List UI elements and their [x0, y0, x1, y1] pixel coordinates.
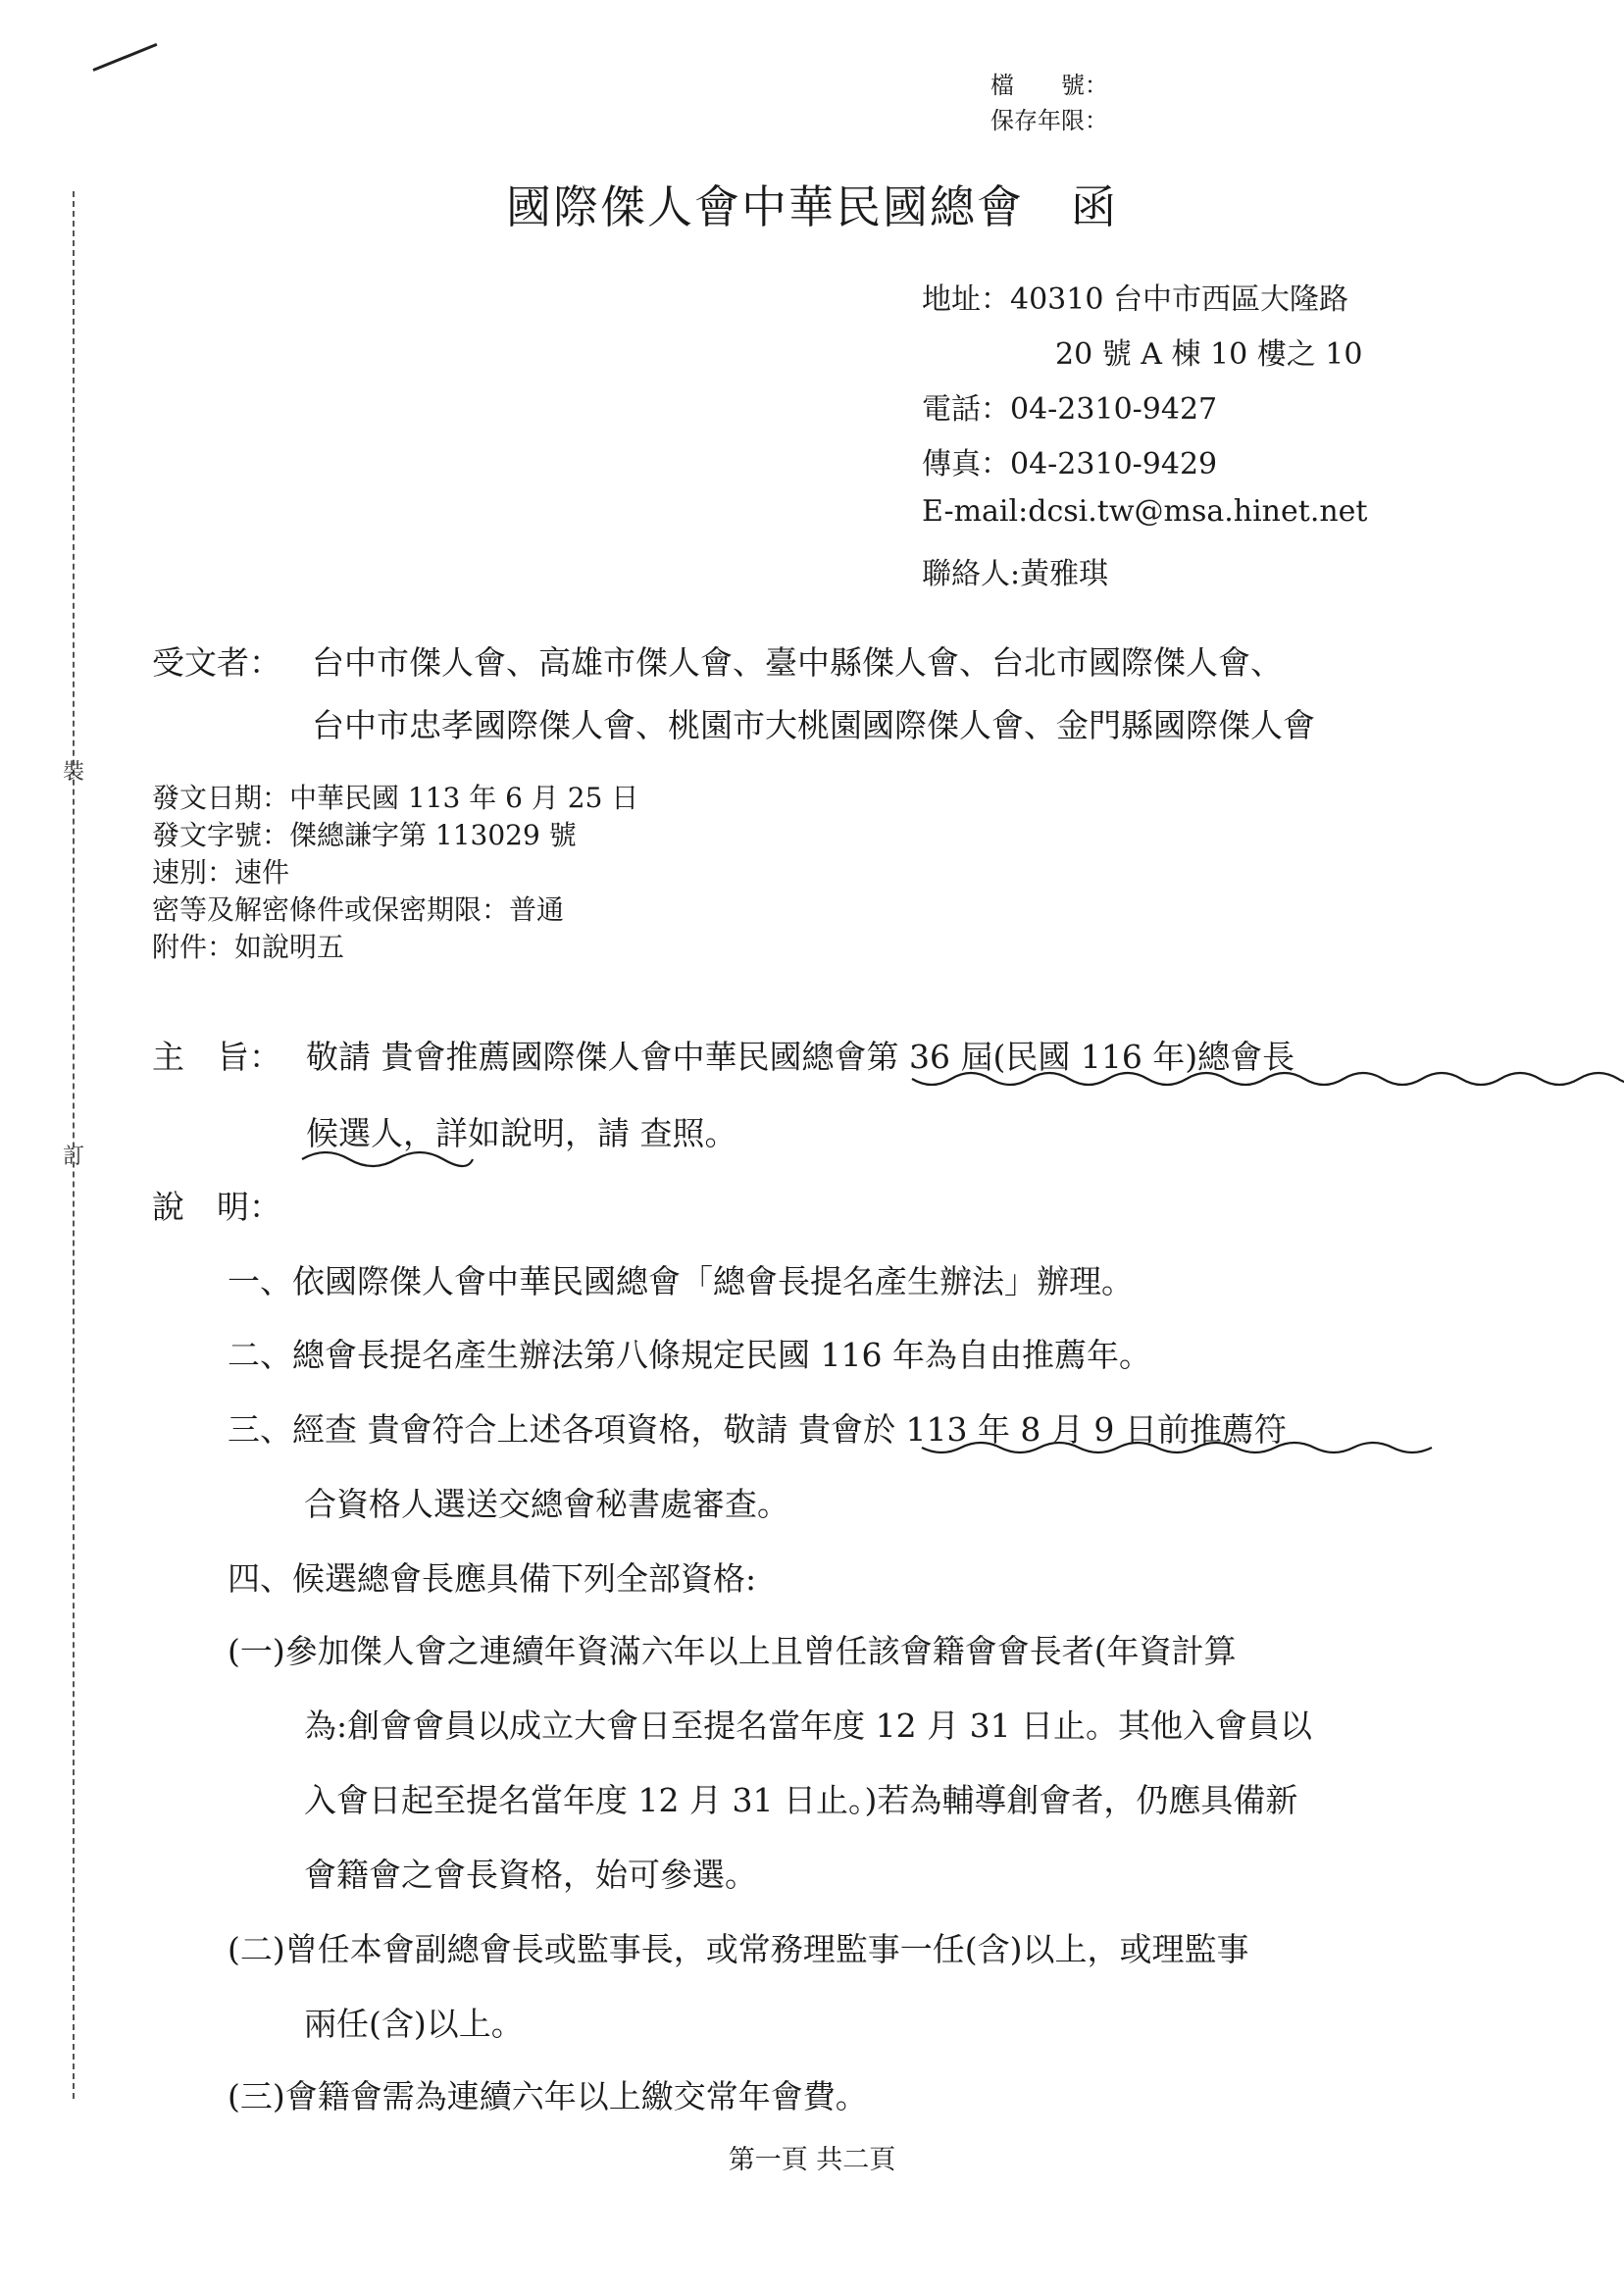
address-line-2: 20 號 A 棟 10 樓之 10	[1055, 337, 1363, 372]
explanation-item-2: 二、總會長提名產生辦法第八條規定民國 116 年為自由推薦年。	[228, 1336, 1151, 1374]
explanation-item-1: 一、依國際傑人會中華民國總會「總會長提名產生辦法」辦理。	[228, 1262, 1134, 1300]
binding-mark-zhuang: 裝	[63, 760, 85, 785]
retention-period-label: 保存年限：	[990, 107, 1108, 134]
address-label: 地址：	[922, 282, 1010, 317]
explanation-item-3-line-2: 合資格人選送交總會秘書處審查。	[304, 1485, 789, 1523]
phone-line	[922, 384, 1217, 428]
binding-mark-ding: 訂	[63, 1145, 85, 1169]
email-line	[922, 494, 1367, 529]
fax-label: 傳真：	[922, 447, 1010, 482]
qualification-1-line-1: (一)參加傑人會之連續年資滿六年以上且曾任該會籍會會長者(年資計算	[228, 1632, 1237, 1670]
attachment-note: 附件：如說明五	[152, 931, 345, 963]
page-number: 第一頁 共二頁	[728, 2145, 896, 2175]
subject-label: 主 旨：	[152, 1038, 281, 1076]
email-label: E-mail:	[922, 494, 1029, 529]
fax-line	[922, 439, 1217, 483]
phone-label: 電話：	[922, 392, 1010, 427]
speed-class: 速別：速件	[152, 856, 290, 889]
recipients-line-1: 台中市傑人會、高雄市傑人會、臺中縣傑人會、台北市國際傑人會、	[312, 643, 1283, 682]
recipients-label: 受文者：	[152, 643, 281, 682]
recipients-line-2: 台中市忠孝國際傑人會、桃園市大桃園國際傑人會、金門縣國際傑人會	[312, 706, 1315, 744]
qualification-1-line-4: 會籍會之會長資格，始可參選。	[304, 1856, 757, 1894]
explanation-item-3-line-1: 三、經查 貴會符合上述各項資格，敬請 貴會於 113 年 8 月 9 日前推薦符	[228, 1410, 1287, 1449]
address-value: 40310 台中市西區大隆路	[1010, 282, 1348, 317]
qualification-2-line-1: (二)曾任本會副總會長或監事長，或常務理監事一任(含)以上，或理監事	[228, 1930, 1249, 1968]
email-value: dcsi.tw@msa.hinet.net	[1028, 494, 1368, 529]
qualification-2-line-2: 兩任(含)以上。	[304, 2005, 524, 2043]
phone-value: 04-2310-9427	[1010, 392, 1218, 427]
subject-line-2: 候選人，詳如說明，請 查照。	[306, 1114, 737, 1152]
file-number-label: 檔 號：	[990, 72, 1108, 99]
qualification-3: (三)會籍會需為連續六年以上繳交常年會費。	[228, 2077, 868, 2115]
document-number: 發文字號：傑總謙字第 113029 號	[152, 819, 577, 851]
address-line-1	[922, 275, 1348, 318]
page-title: 國際傑人會中華民國總會 函	[506, 180, 1118, 233]
explanation-item-4: 四、候選總會長應具備下列全部資格:	[228, 1559, 757, 1598]
issue-date: 發文日期：中華民國 113 年 6 月 25 日	[152, 782, 639, 814]
contact-person-value: 黃雅琪	[1020, 557, 1109, 591]
secrecy-level: 密等及解密條件或保密期限：普通	[152, 893, 565, 926]
contact-person-label: 聯絡人:	[922, 557, 1021, 591]
pen-stroke-mark	[92, 43, 157, 72]
subject-line-1: 敬請 貴會推薦國際傑人會中華民國總會第 36 屆(民國 116 年)總會長	[306, 1038, 1295, 1076]
contact-person-line	[922, 549, 1108, 592]
wavy-underline-subject-2	[302, 1152, 473, 1166]
qualification-1-line-3: 入會日起至提名當年度 12 月 31 日止。)若為輔導創會者，仍應具備新	[304, 1781, 1298, 1819]
qualification-1-line-2: 為:創會會員以成立大會日至提名當年度 12 月 31 日止。其他入會員以	[304, 1706, 1313, 1745]
fax-value: 04-2310-9429	[1010, 447, 1218, 482]
explanation-label: 說 明：	[152, 1188, 281, 1226]
